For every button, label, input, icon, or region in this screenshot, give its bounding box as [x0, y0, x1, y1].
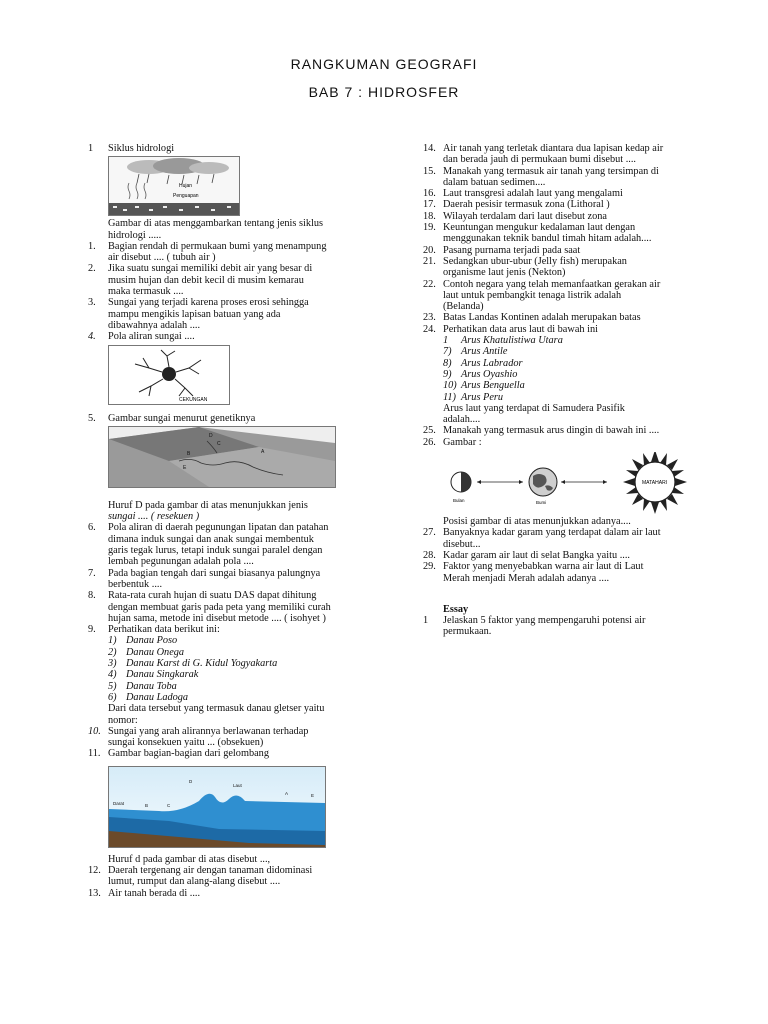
- question-item: 10. Sungai yang arah alirannya berlawanan terhadap sungai konsekuen yaitu ... (obsekuen): [88, 725, 309, 749]
- moon-earth-sun-figure: [443, 452, 693, 516]
- svg-text:E: E: [311, 792, 315, 798]
- question-item: 9. Perhatikan data berikut ini:: [88, 624, 220, 636]
- question-text: Gambar di atas menggambarkan tentang jenis siklus hidrologi .....: [108, 218, 324, 241]
- list-item: 7) Arus Antile: [443, 346, 508, 358]
- list-item: 5) Danau Toba: [108, 680, 177, 692]
- question-item: 26. Gambar :: [423, 436, 482, 448]
- list-item: 1 Arus Khatulistiwa Utara: [443, 335, 563, 347]
- essay-heading: Essay: [443, 603, 469, 615]
- svg-text:E: E: [183, 464, 187, 471]
- question-text: Dari data tersebut yang termasuk danau gletser yaitu nomor:: [108, 703, 325, 726]
- moon-earth-sun-illustration: [443, 452, 693, 516]
- question-item: 25. Manakah yang termasuk arus dingin di bawah ini ....: [423, 425, 660, 437]
- right-column: [423, 143, 713, 638]
- question-item: 19. Keuntungan mengukur kedalaman laut dengan menggunakan teknik bandul timah hitam adalah....: [423, 222, 652, 245]
- svg-text:B: B: [145, 802, 149, 808]
- svg-text:D: D: [209, 432, 213, 439]
- question-item: 14. Air tanah yang terletak diantara dua lapisan kedap air dan berada jauh di permukaan bumi disebut ....: [423, 143, 664, 166]
- river-genetic-illustration: [109, 427, 335, 487]
- land-label: Darat: [113, 800, 125, 806]
- question-item: 6. Pola aliran di daerah pegunungan lipatan dan patahan dimana induk sungai dan anak sungai membentuk garis tegak lurus, tetapi induk sungai paralel dengan lembah pegunungan adalah pola ....: [88, 522, 329, 568]
- river-pattern-figure: [108, 345, 230, 405]
- left-column: [88, 143, 364, 899]
- basin-label: CEKUNGAN: [179, 396, 208, 403]
- question-item: 4. Pola aliran sungai ....: [88, 331, 195, 343]
- list-item: 8) Arus Labrador: [443, 357, 523, 369]
- question-text: Huruf D pada gambar di atas menunjukkan jenis sungai .... ( resekuen ): [108, 499, 308, 523]
- question-text: Huruf d pada gambar di atas disebut ...,: [108, 853, 271, 865]
- current-list: [423, 335, 713, 403]
- essay-item: 1 Jelaskan 5 faktor yang mempengaruhi potensi air permukaan.: [423, 615, 646, 638]
- list-item: 1) Danau Poso: [108, 635, 178, 647]
- question-item: 27. Banyaknya kadar garam yang terdapat dalam air laut disebut...: [423, 527, 661, 550]
- rain-label: Hujan: [179, 183, 193, 190]
- question-item: 3. Sungai yang terjadi karena proses erosi sehingga mampu mengikis lapisan batuan yang ada dibawahnya adalah ....: [88, 297, 309, 331]
- sun-label: MATAHARI: [642, 480, 668, 487]
- moon-label: Bulan: [453, 498, 465, 504]
- evaporation-label: Penguapan: [173, 193, 199, 200]
- question-text: Arus laut yang terdapat di Samudera Pasifik adalah....: [443, 402, 625, 426]
- page-title: RANGKUMAN GEOGRAFI: [290, 56, 478, 72]
- hydrologic-cycle-figure: [108, 156, 240, 216]
- sea-label: Laut: [233, 782, 242, 788]
- question-item: 2. Jika suatu sungai memiliki debit air yang besar di musim hujan dan debit kecil di musim kemarau maka termasuk ....: [88, 263, 313, 298]
- list-item: 3) Danau Karst di G. Kidul Yogyakarta: [108, 658, 278, 670]
- svg-text:D: D: [189, 778, 193, 784]
- list-item: 9) Arus Oyashio: [443, 368, 518, 380]
- wave-parts-figure: [108, 766, 326, 848]
- question-item: 12. Daerah tergenang air dengan tanaman didominasi lumut, rumput dan alang-alang disebut ....: [88, 864, 313, 888]
- wave-parts-illustration: [109, 767, 325, 847]
- question-item: 5. Gambar sungai menurut genetiknya: [88, 412, 256, 424]
- question-text: Posisi gambar di atas menunjukkan adanya....: [443, 516, 631, 528]
- question-item: 21. Sedangkan ubur-ubur (Jelly fish) merupakan organisme laut jenis (Nekton): [423, 255, 627, 279]
- hydrologic-cycle-illustration: [109, 157, 239, 215]
- river-genetic-figure: [108, 426, 336, 488]
- chapter-title: BAB 7 : HIDROSFER: [308, 84, 460, 100]
- question-item: 28. Kadar garam air laut di selat Bangka yaitu ....: [423, 549, 630, 561]
- question-item: 29. Faktor yang menyebabkan warna air laut di Laut Merah menjadi Merah adalah adanya ....: [423, 561, 644, 584]
- question-item: 11. Gambar bagian-bagian dari gelombang: [88, 748, 269, 760]
- question-item: 20. Pasang purnama terjadi pada saat: [423, 244, 581, 256]
- svg-text:C: C: [217, 440, 221, 447]
- question-item: 18. Wilayah terdalam dari laut disebut zona: [423, 210, 607, 222]
- list-item: 10) Arus Benguella: [443, 380, 525, 392]
- list-item: 4) Danau Singkarak: [108, 669, 199, 681]
- svg-text:C: C: [167, 802, 171, 808]
- question-item: 24. Perhatikan data arus laut di bawah ini: [423, 323, 598, 335]
- question-item: 1 Siklus hidrologi: [88, 143, 175, 154]
- question-item: 22. Contoh negara yang telah memanfaatkan gerakan air laut untuk pembangkit tenaga listrik adalah (Belanda): [423, 278, 661, 313]
- question-item: 7. Pada bagian tengah dari sungai biasanya palungnya berbentuk ....: [88, 567, 321, 590]
- svg-text:A: A: [261, 448, 265, 455]
- question-item: 16. Laut transgresi adalah laut yang mengalami: [423, 188, 623, 200]
- question-item: 15. Manakah yang termasuk air tanah yang tersimpan di dalam batuan sedimen....: [423, 165, 659, 188]
- list-item: 11) Arus Peru: [443, 391, 504, 403]
- svg-text:B: B: [187, 450, 191, 457]
- list-item: 2) Danau Onega: [108, 646, 185, 658]
- svg-text:A: A: [285, 790, 289, 796]
- question-item: 23. Batas Landas Kontinen adalah merupakan batas: [423, 312, 641, 324]
- lake-list: [88, 635, 364, 703]
- question-item: 8. Rata-rata curah hujan di suatu DAS dapat dihitung dengan membuat garis pada peta yang memiliki curah hujan sama, metode ini disebut metode .... ( isohyet ): [88, 590, 331, 624]
- question-item: 17. Daerah pesisir termasuk zona (Lithoral ): [423, 199, 610, 211]
- question-item: 13. Air tanah berada di ....: [88, 887, 201, 899]
- earth-label: Bumi: [536, 500, 547, 506]
- centripetal-pattern-illustration: [109, 346, 229, 404]
- question-item: 1. Bagian rendah di permukaan bumi yang menampung air disebut .... ( tubuh air ): [88, 240, 327, 264]
- question-number: 1: [88, 143, 94, 154]
- list-item: 6) Danau Ladoga: [108, 691, 189, 703]
